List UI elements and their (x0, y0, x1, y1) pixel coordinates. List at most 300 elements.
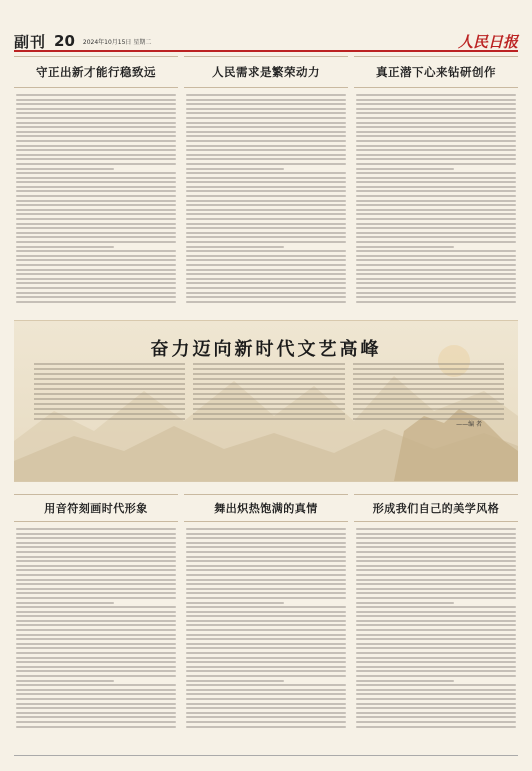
newspaper-logo: 人民日报 (457, 32, 518, 51)
text-line (16, 181, 176, 183)
text-line (186, 122, 346, 124)
text-line (356, 200, 516, 202)
text-line (186, 227, 346, 229)
text-line (356, 661, 516, 663)
text-line (356, 292, 516, 294)
text-line (356, 574, 516, 576)
text-line (356, 657, 516, 659)
text-line (16, 292, 176, 294)
text-line (34, 378, 185, 380)
intro-column-1 (34, 363, 185, 429)
text-line (186, 551, 346, 553)
text-line (16, 680, 114, 682)
text-line (356, 259, 516, 261)
text-line (356, 163, 516, 165)
text-line (186, 666, 346, 668)
text-line (353, 373, 504, 375)
text-line (16, 666, 176, 668)
text-line (186, 269, 346, 271)
text-line (186, 190, 346, 192)
text-line (16, 227, 176, 229)
text-line (16, 232, 176, 234)
text-line (356, 204, 516, 206)
text-line (356, 269, 516, 271)
article-body (354, 94, 518, 314)
text-line (356, 551, 516, 553)
text-line (356, 680, 454, 682)
text-line (193, 383, 344, 385)
text-line (16, 190, 176, 192)
text-line (353, 383, 504, 385)
text-line (356, 168, 454, 170)
text-line (186, 264, 346, 266)
text-line (186, 528, 346, 530)
text-line (16, 264, 176, 266)
text-line (16, 657, 176, 659)
text-line (186, 255, 346, 257)
text-line (356, 712, 516, 714)
text-line (186, 154, 346, 156)
text-line (356, 537, 516, 539)
text-line (356, 131, 516, 133)
article-body (184, 94, 348, 314)
text-line (16, 583, 176, 585)
text-line (356, 611, 516, 613)
text-line (356, 108, 516, 110)
text-line (186, 223, 346, 225)
text-line (186, 661, 346, 663)
article-5 (184, 494, 348, 752)
text-line (186, 629, 346, 631)
banner-intro (34, 363, 504, 429)
feature-banner (14, 320, 518, 482)
text-line (186, 597, 346, 599)
text-line (356, 282, 516, 284)
text-line (16, 698, 176, 700)
text-line (186, 278, 346, 280)
text-line (16, 624, 176, 626)
text-line (356, 556, 516, 558)
text-line (353, 378, 504, 380)
text-line (186, 232, 346, 234)
text-line (356, 250, 516, 252)
text-line (356, 126, 516, 128)
text-line (193, 413, 344, 415)
text-line (34, 393, 185, 395)
text-line (16, 611, 176, 613)
text-line (353, 408, 504, 410)
text-line (356, 117, 516, 119)
text-line (356, 181, 516, 183)
text-line (34, 388, 185, 390)
text-line (356, 255, 516, 257)
text-line (186, 140, 346, 142)
text-line (356, 232, 516, 234)
text-line (16, 204, 176, 206)
text-line (356, 565, 516, 567)
text-line (356, 236, 516, 238)
text-line (186, 606, 346, 608)
text-line (186, 712, 346, 714)
text-line (16, 269, 176, 271)
text-line (16, 602, 114, 604)
text-line (16, 172, 176, 174)
text-line (186, 246, 284, 248)
text-line (34, 368, 185, 370)
text-line (16, 703, 176, 705)
text-line (356, 195, 516, 197)
text-line (16, 282, 176, 284)
text-line (356, 209, 516, 211)
text-line (16, 661, 176, 663)
text-line (356, 569, 516, 571)
text-line (34, 408, 185, 410)
text-line (356, 707, 516, 709)
text-line (16, 542, 176, 544)
text-line (186, 721, 346, 723)
text-line (186, 200, 346, 202)
text-line (356, 213, 516, 215)
text-line (34, 418, 185, 420)
text-line (16, 684, 176, 686)
text-line (16, 195, 176, 197)
text-line (16, 533, 176, 535)
text-line (193, 378, 344, 380)
text-line (16, 634, 176, 636)
text-line (16, 177, 176, 179)
text-line (186, 634, 346, 636)
text-line (186, 241, 346, 243)
text-line (16, 200, 176, 202)
text-line (186, 181, 346, 183)
text-line (193, 403, 344, 405)
text-line (186, 126, 346, 128)
text-line (16, 689, 176, 691)
text-line (186, 698, 346, 700)
text-line (186, 652, 346, 654)
text-line (16, 122, 176, 124)
text-line (186, 670, 346, 672)
text-line (16, 218, 176, 220)
text-line (356, 172, 516, 174)
text-line (356, 560, 516, 562)
text-line (16, 278, 176, 280)
text-line (193, 373, 344, 375)
text-line (186, 675, 346, 677)
text-line (186, 158, 346, 160)
text-line (186, 689, 346, 691)
text-line (193, 418, 344, 420)
issue-date: 2024年10月15日 星期二 (82, 38, 152, 46)
text-line (16, 94, 176, 96)
text-line (356, 634, 516, 636)
text-line (34, 398, 185, 400)
text-line (356, 301, 516, 303)
text-line (186, 218, 346, 220)
text-line (186, 259, 346, 261)
article-6 (354, 494, 518, 752)
article-title: 人民需求是繁荣动力 (184, 56, 348, 88)
article-body (354, 528, 518, 752)
text-line (16, 131, 176, 133)
text-line (16, 241, 176, 243)
text-line (16, 606, 176, 608)
text-line (16, 112, 176, 114)
text-line (16, 716, 176, 718)
text-line (16, 569, 176, 571)
text-line (356, 693, 516, 695)
text-line (356, 533, 516, 535)
text-line (356, 726, 516, 728)
text-line (353, 413, 504, 415)
text-line (16, 158, 176, 160)
text-line (16, 712, 176, 714)
text-line (356, 689, 516, 691)
footer-rule (14, 755, 518, 756)
text-line (356, 158, 516, 160)
text-line (193, 408, 344, 410)
text-line (186, 703, 346, 705)
text-line (186, 643, 346, 645)
text-line (356, 246, 454, 248)
text-line (186, 250, 346, 252)
text-line (16, 560, 176, 562)
text-line (16, 579, 176, 581)
text-line (356, 684, 516, 686)
text-line (186, 583, 346, 585)
text-line (16, 537, 176, 539)
text-line (356, 112, 516, 114)
text-line (16, 565, 176, 567)
text-line (16, 108, 176, 110)
bottom-articles (14, 494, 518, 752)
text-line (16, 140, 176, 142)
text-line (356, 675, 516, 677)
text-line (356, 241, 516, 243)
text-line (356, 278, 516, 280)
text-line (16, 117, 176, 119)
text-line (16, 246, 114, 248)
text-line (186, 537, 346, 539)
text-line (356, 223, 516, 225)
text-line (16, 588, 176, 590)
text-line (356, 647, 516, 649)
text-line (186, 716, 346, 718)
text-line (193, 368, 344, 370)
text-line (34, 413, 185, 415)
text-line (356, 624, 516, 626)
text-line (356, 273, 516, 275)
text-line (16, 556, 176, 558)
text-line (186, 287, 346, 289)
article-body (14, 94, 178, 314)
text-line (34, 363, 185, 365)
text-line (186, 556, 346, 558)
text-line (186, 172, 346, 174)
text-line (186, 273, 346, 275)
text-line (186, 542, 346, 544)
text-line (356, 652, 516, 654)
text-line (186, 569, 346, 571)
text-line (356, 227, 516, 229)
text-line (356, 122, 516, 124)
text-line (356, 99, 516, 101)
text-line (16, 629, 176, 631)
text-line (16, 99, 176, 101)
text-line (356, 602, 454, 604)
text-line (34, 373, 185, 375)
text-line (186, 624, 346, 626)
text-line (356, 528, 516, 530)
text-line (16, 103, 176, 105)
text-line (186, 209, 346, 211)
text-line (186, 177, 346, 179)
text-line (16, 250, 176, 252)
text-line (16, 528, 176, 530)
text-line (356, 592, 516, 594)
text-line (186, 611, 346, 613)
text-line (186, 592, 346, 594)
text-line (186, 579, 346, 581)
text-line (356, 606, 516, 608)
text-line (16, 209, 176, 211)
text-line (16, 273, 176, 275)
text-line (16, 643, 176, 645)
text-line (193, 363, 344, 365)
text-line (186, 163, 346, 165)
text-line (186, 112, 346, 114)
text-line (186, 684, 346, 686)
text-line (356, 638, 516, 640)
text-line (16, 149, 176, 151)
text-line (16, 259, 176, 261)
article-body (14, 528, 178, 752)
text-line (186, 546, 346, 548)
text-line (16, 301, 176, 303)
text-line (16, 726, 176, 728)
text-line (16, 721, 176, 723)
text-line (356, 703, 516, 705)
text-line (186, 195, 346, 197)
text-line (16, 574, 176, 576)
article-4 (14, 494, 178, 752)
intro-column-2 (193, 363, 344, 429)
text-line (186, 560, 346, 562)
text-line (16, 707, 176, 709)
text-line (356, 94, 516, 96)
text-line (193, 388, 344, 390)
article-body (184, 528, 348, 752)
text-line (186, 145, 346, 147)
page-number: 20 (54, 32, 75, 50)
text-line (16, 693, 176, 695)
text-line (186, 204, 346, 206)
text-line (186, 135, 346, 137)
text-line (353, 393, 504, 395)
text-line (186, 94, 346, 96)
text-line (356, 190, 516, 192)
text-line (186, 131, 346, 133)
text-line (193, 393, 344, 395)
text-line (186, 726, 346, 728)
text-line (353, 403, 504, 405)
text-line (186, 565, 346, 567)
text-line (16, 597, 176, 599)
text-line (193, 398, 344, 400)
text-line (16, 287, 176, 289)
text-line (186, 108, 346, 110)
text-line (186, 149, 346, 151)
text-line (356, 149, 516, 151)
text-line (16, 126, 176, 128)
text-line (356, 103, 516, 105)
text-line (356, 643, 516, 645)
text-line (16, 135, 176, 137)
text-line (16, 213, 176, 215)
text-line (16, 551, 176, 553)
text-line (353, 398, 504, 400)
article-3 (354, 56, 518, 314)
text-line (16, 675, 176, 677)
text-line (16, 163, 176, 165)
article-1 (14, 56, 178, 314)
text-line (186, 99, 346, 101)
text-line (356, 218, 516, 220)
text-line (186, 117, 346, 119)
text-line (16, 638, 176, 640)
text-line (16, 652, 176, 654)
text-line (186, 213, 346, 215)
text-line (356, 620, 516, 622)
text-line (356, 264, 516, 266)
text-line (16, 592, 176, 594)
text-line (356, 721, 516, 723)
text-line (353, 388, 504, 390)
text-line (356, 629, 516, 631)
banner-title: 奋力迈向新时代文艺高峰 (150, 339, 382, 360)
text-line (356, 140, 516, 142)
text-line (186, 638, 346, 640)
text-line (356, 287, 516, 289)
text-line (16, 647, 176, 649)
text-line (353, 363, 504, 365)
text-line (356, 135, 516, 137)
text-line (356, 698, 516, 700)
text-line (16, 615, 176, 617)
text-line (34, 403, 185, 405)
text-line (356, 296, 516, 298)
text-line (16, 255, 176, 257)
text-line (186, 292, 346, 294)
text-line (186, 186, 346, 188)
text-line (356, 186, 516, 188)
text-line (186, 168, 284, 170)
text-line (186, 602, 284, 604)
text-line (356, 670, 516, 672)
text-line (16, 223, 176, 225)
text-line (356, 716, 516, 718)
text-line (16, 670, 176, 672)
text-line (34, 383, 185, 385)
text-line (356, 546, 516, 548)
text-line (356, 597, 516, 599)
text-line (186, 707, 346, 709)
article-title: 真正潜下心来钻研创作 (354, 56, 518, 88)
article-2 (184, 56, 348, 314)
text-line (16, 296, 176, 298)
text-line (186, 282, 346, 284)
text-line (186, 296, 346, 298)
